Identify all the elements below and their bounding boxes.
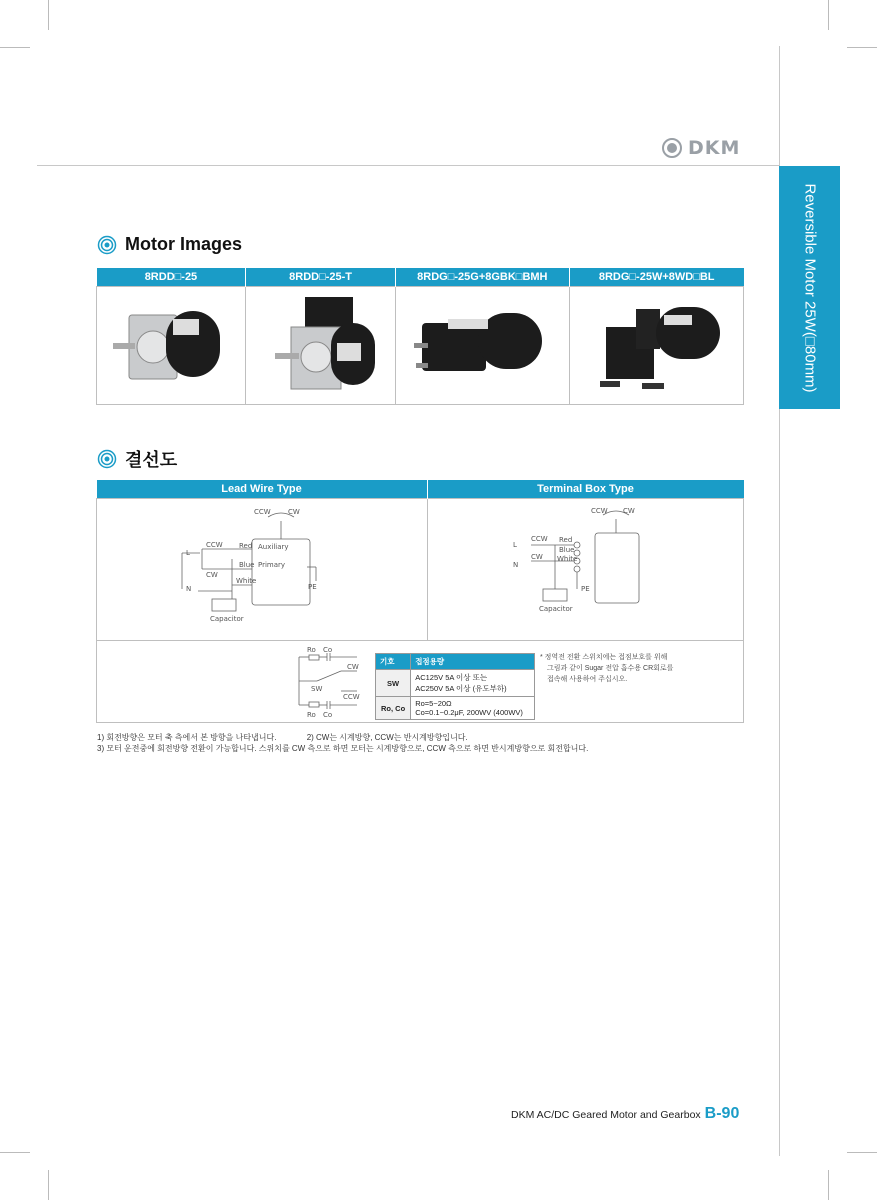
blue-wire-label: Blue [238, 561, 255, 569]
capacitor-label: Capacitor [539, 605, 573, 613]
l-label: L [513, 541, 518, 549]
co-label: Co [323, 646, 333, 654]
sw-label: SW [311, 685, 323, 693]
footnote-row [97, 732, 588, 743]
capacitor-label: Capacitor [209, 615, 244, 623]
crop-mark [48, 1170, 49, 1200]
crop-mark [828, 1170, 829, 1200]
white-wire-label: White [557, 555, 578, 563]
geared-motor-photo-icon [412, 293, 552, 393]
lead-wire-diagram [102, 499, 422, 635]
footnote: 1) 회전방향은 모터 축 측에서 본 방향을 나타냅니다. [97, 733, 277, 742]
spec-value-line: Ro=5~20Ω [415, 699, 452, 708]
target-bullet-icon [97, 235, 117, 255]
blue-wire-label: Blue [559, 546, 575, 554]
crop-mark [828, 0, 829, 30]
ccw-switch-label: CCW [205, 541, 223, 549]
red-wire-label: Red [559, 536, 573, 544]
crop-mark [0, 1152, 30, 1153]
pe-label: PE [307, 583, 317, 591]
wiring-heading [97, 446, 177, 472]
contact-spec-table [375, 653, 535, 720]
motor-images-heading [97, 234, 242, 255]
spec-value-line: AC125V 5A 이상 또는 [415, 673, 488, 682]
crop-mark [0, 47, 30, 48]
footnote: 3) 모터 운전중에 회전방향 전환이 가능합니다. 스위치를 CW 측으로 하면 모터는 시계방향으로, CCW 측으로 하면 반시계방향으로 회전합니다. [97, 744, 589, 753]
target-bullet-icon [97, 449, 117, 469]
page-footer [511, 1105, 739, 1123]
crop-mark [847, 47, 877, 48]
brand-logo [660, 137, 740, 159]
white-wire-label: White [235, 577, 257, 585]
cw-switch-label: CW [205, 571, 218, 579]
page-number: B-90 [704, 1105, 740, 1122]
cw-label: CW [623, 507, 636, 515]
primary-label: Primary [257, 561, 285, 569]
right-angle-motor-photo-icon [586, 293, 726, 393]
ccw-label: CCW [591, 507, 608, 515]
motor-images-table [96, 268, 744, 405]
cw-switch-label: CW [531, 553, 544, 561]
spec-value [411, 670, 535, 697]
cr-circuit-diagram [297, 645, 387, 721]
footer-text: DKM AC/DC Geared Motor and Gearbox [511, 1109, 701, 1121]
spec-value [411, 697, 535, 720]
section-title: Motor Images [125, 234, 243, 254]
motor-image-cell [569, 287, 743, 405]
terminal-box-diagram-cell [427, 499, 744, 641]
brand-name: DKM [688, 137, 741, 159]
crop-mark [48, 0, 49, 30]
spec-header: 접점용량 [411, 654, 535, 670]
terminal-box-header: Terminal Box Type [427, 480, 744, 499]
table-row [376, 697, 535, 720]
pe-label: PE [581, 585, 590, 593]
ccw-label: CCW [343, 693, 360, 701]
side-tab [779, 166, 840, 409]
cw-label: CW [347, 663, 359, 671]
spec-key: SW [376, 670, 411, 697]
ccw-switch-label: CCW [531, 535, 548, 543]
l-label: L [185, 549, 190, 557]
cw-label: CW [287, 508, 300, 516]
motor-model-header: 8RDG□-25G+8GBK□BMH [395, 268, 569, 287]
table-row [376, 670, 535, 697]
n-label: N [513, 561, 519, 569]
ro-label: Ro [307, 711, 316, 719]
crop-mark [847, 1152, 877, 1153]
motor-image-cell [246, 287, 395, 405]
section-title: 결선도 [125, 450, 178, 470]
motor-image-cell [97, 287, 246, 405]
wiring-table [96, 480, 744, 723]
red-wire-label: Red [238, 542, 253, 550]
motor-photo-icon [261, 293, 381, 393]
motor-model-header: 8RDG□-25W+8WD□BL [569, 268, 743, 287]
lead-wire-header: Lead Wire Type [97, 480, 428, 499]
terminal-box-diagram [435, 499, 735, 635]
spec-header: 기호 [376, 654, 411, 670]
note-line: * 정역전 전환 스위치에는 접점보호를 위해 [540, 654, 668, 661]
footnote: 2) CW는 시계방향, CCW는 반시계방향입니다. [306, 733, 468, 742]
note-line: 접속해 사용하여 주십시오. [547, 676, 628, 683]
spec-value-line: AC250V 5A 이상 (유도부하) [415, 684, 507, 693]
cr-circuit-note [540, 652, 700, 685]
spec-key: Ro, Co [376, 697, 411, 720]
motor-model-header: 8RDD□-25 [97, 268, 246, 287]
dkm-logo-icon [660, 138, 684, 158]
note-line: 그림과 같이 Sugar 전압 흡수용 CR회로를 [547, 665, 674, 672]
footnotes [97, 732, 588, 754]
n-label: N [185, 585, 191, 593]
motor-image-cell [395, 287, 569, 405]
auxiliary-label: Auxiliary [257, 543, 289, 551]
ccw-label: CCW [253, 508, 271, 516]
co-label: Co [323, 711, 333, 719]
spec-value-line: Co=0.1~0.2μF, 200WV (400WV) [415, 708, 523, 717]
motor-photo-icon [111, 293, 231, 393]
side-tab-label: Reversible Motor 25W(□80mm) [801, 182, 818, 393]
lead-wire-diagram-cell [97, 499, 428, 641]
motor-model-header: 8RDD□-25-T [246, 268, 395, 287]
ro-label: Ro [307, 646, 316, 654]
header-rule [37, 165, 779, 166]
